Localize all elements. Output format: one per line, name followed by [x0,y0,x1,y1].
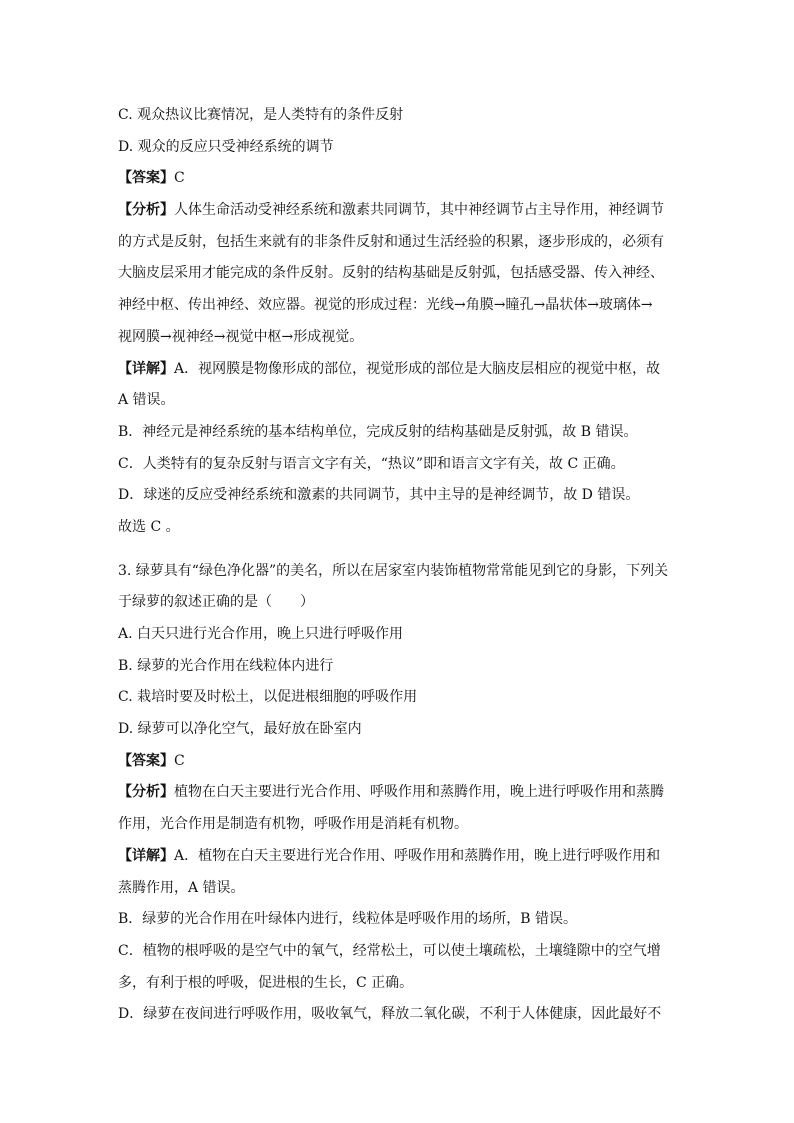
answer-value: C [174,752,185,769]
q3-answer [118,746,678,778]
spacer [118,544,678,556]
q3-stem-line: 3. 绿萝具有“绿色净化器”的美名，所以在居家室内装饰植物常常能见到它的身影，下列关 [118,562,669,579]
q3-analysis-line: 【分析】植物在白天主要进行光合作用、呼吸作用和蒸腾作用，晚上进行呼吸作用和蒸腾 [118,784,664,801]
q3-option-c: C. 栽培时要及时松土，以促进根细胞的呼吸作用 [118,689,418,706]
detail-label: 【详解】 [118,847,174,864]
answer-label: 【答案】 [118,752,174,769]
q2-detail-line: D．球迷的反应受神经系统和激素的共同调节，其中主导的是神经调节，故 D 错误。 [118,487,640,504]
q2-conclusion: 故选 C 。 [118,518,180,535]
analysis-label: 【分析】 [118,784,174,801]
q3-analysis-line: 作用，光合作用是制造有机物，呼吸作用是消耗有机物。 [118,816,468,833]
q3-option-d: D. 绿萝可以净化空气，最好放在卧室内 [118,721,362,738]
answer-value: C [174,170,185,187]
q3-detail-line: D．绿萝在夜间进行呼吸作用，吸收氧气，释放二氧化碳，不利于人体健康，因此最好不 [118,1006,662,1023]
q2-analysis-line: 【分析】人体生命活动受神经系统和激素共同调节，其中神经调节占主导作用，神经调节 [118,202,664,219]
q3-option-b: B. 绿萝的光合作用在线粒体内进行 [118,657,334,674]
q2-detail-line: 【详解】A．视网膜是物像形成的部位，视觉形成的部位是大脑皮层相应的视觉中枢，故 [118,360,661,377]
q3-detail-line: 多，有利于根的呼吸，促进根的生长，C 正确。 [118,974,414,991]
answer-label: 【答案】 [118,170,174,187]
q2-answer [118,163,678,195]
q2-analysis-line: 的方式是反射，包括生来就有的非条件反射和通过生活经验的积累，逐步形成的，必须有 [118,233,664,250]
document-page [118,100,678,1031]
q3-detail-line: C．植物的根呼吸的是空气中的氧气，经常松土，可以使土壤疏松，土壤缝隙中的空气增 [118,942,661,959]
q2-analysis-line: 大脑皮层采用才能完成的条件反射。反射的结构基础是反射弧，包括感受器、传入神经、 [118,265,664,282]
q2-detail-line: C．人类特有的复杂反射与语言文字有关，“热议”即和语言文字有关，故 C 正确。 [118,455,625,472]
q3-detail-line: B．绿萝的光合作用在叶绿体内进行，线粒体是呼吸作用的场所，B 错误。 [118,911,578,928]
q3-option-a: A. 白天只进行光合作用，晚上只进行呼吸作用 [118,626,404,642]
q3-detail-line: 蒸腾作用，A 错误。 [118,879,245,896]
q2-detail-line: A 错误。 [118,392,175,409]
q2-option-c: C. 观众热议比赛情况，是人类特有的条件反射 [118,107,404,123]
q2-analysis-line: 神经中枢、传出神经、效应器。视觉的形成过程：光线→角膜→瞳孔→晶状体→玻璃体→ [118,297,653,314]
detail-label: 【详解】 [118,360,174,377]
q2-option-d: D. 观众的反应只受神经系统的调节 [118,138,334,155]
analysis-label: 【分析】 [118,202,174,219]
q2-analysis-line: 视网膜→视神经→视觉中枢→形成视觉。 [118,328,364,345]
q3-stem-line: 于绿萝的叙述正确的是（ ） [118,594,314,611]
q3-detail-line: 【详解】A．植物在白天主要进行光合作用、呼吸作用和蒸腾作用，晚上进行呼吸作用和 [118,847,661,864]
q2-detail-line: B．神经元是神经系统的基本结构单位，完成反射的结构基础是反射弧，故 B 错误。 [118,423,638,440]
